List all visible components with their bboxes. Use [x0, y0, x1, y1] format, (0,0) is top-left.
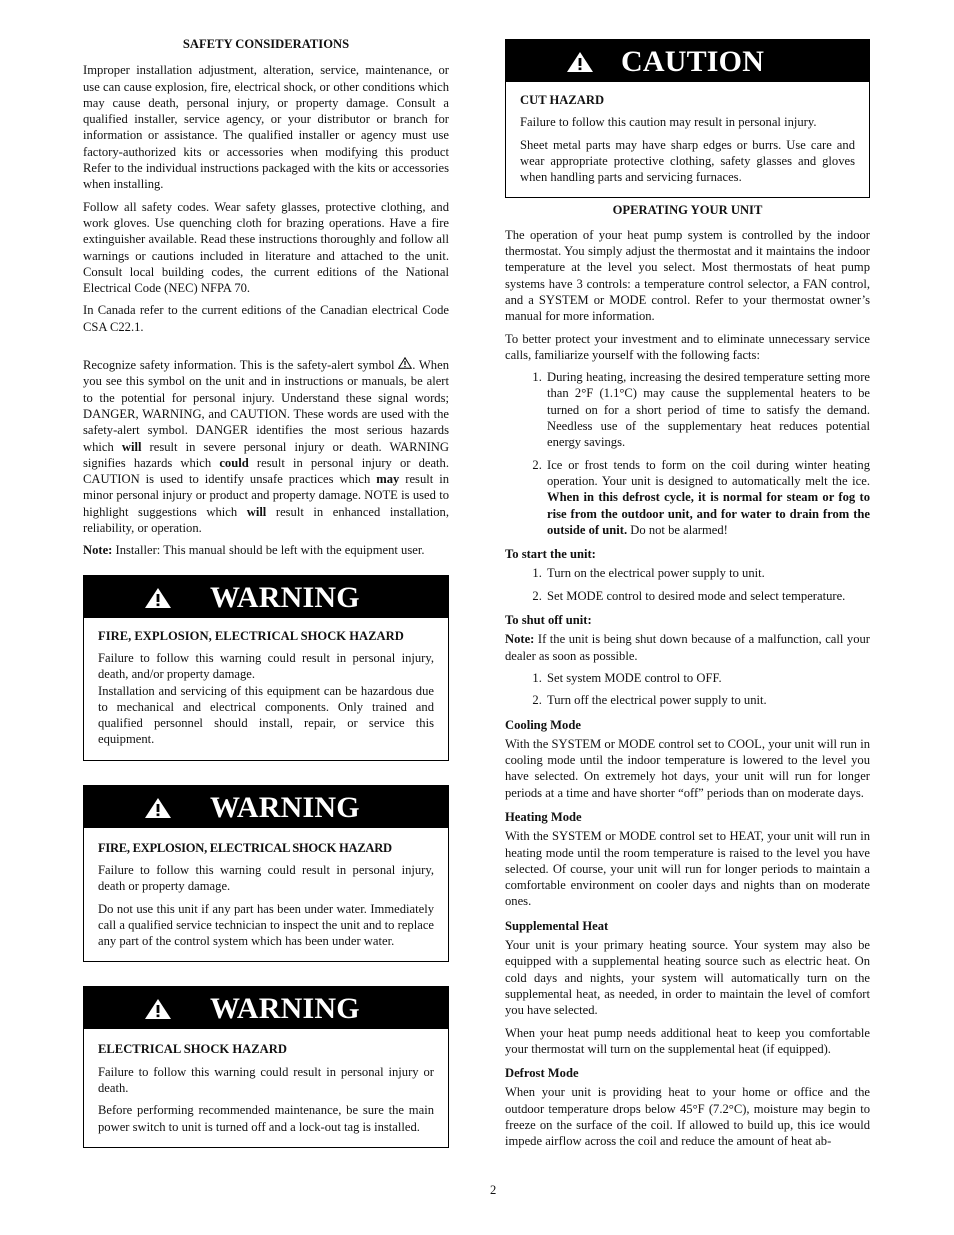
warning-title: WARNING: [210, 790, 360, 824]
cooling-mode-text: With the SYSTEM or MODE control set to COOL, your unit will run in cooling mode until the indoor temperature is lowered to the level you have selected. On extremely hot days, your unit will run for longer periods at a time and have shorter “off” periods than on moderate days.: [505, 736, 870, 800]
supplemental-heat-text-1: Your unit is your primary heating source. Your system may also be equipped with a supplemental heating source such as electric heat. On cold days and nights, your system will automatically turn on the supplemental heat, as needed, in order to maintain the level of comfort you have selected.: [505, 938, 870, 1018]
left-column: [83, 36, 449, 1172]
warning-triangle-icon: [144, 587, 172, 609]
warning-text-2: Do not use this unit if any part has been under water. Immediately call a qualified service technician to inspect the unit and to replace any part of the control system which has been under water.: [98, 901, 434, 949]
caution-triangle-icon: [566, 51, 594, 73]
page-number: 2: [490, 1183, 497, 1197]
heating-mode-title: Heating Mode: [505, 809, 582, 824]
warning-header: [84, 576, 448, 618]
installer-note: Note: Installer: This manual should be left with the equipment user.: [83, 543, 425, 558]
caution-text-1: Failure to follow this caution may result in personal injury.: [520, 115, 817, 130]
shutoff-unit-title: To shut off unit:: [505, 613, 592, 628]
warning-hazard: FIRE, EXPLOSION, ELECTRICAL SHOCK HAZARD: [98, 840, 392, 855]
warning-hazard: FIRE, EXPLOSION, ELECTRICAL SHOCK HAZARD: [98, 628, 404, 643]
cooling-mode-title: Cooling Mode: [505, 717, 581, 732]
safety-symbol-paragraph: Recognize safety information. This is the safety-alert symbol . When you see this symbol on the unit and in instructions or manuals, be alert to the potential for personal injury. Understand these signal words; DANGER, WARNING, and CAUTION. These words are used with the safety-alert symbol. DANGER identifies the most serious hazards which will result in severe personal injury or death. WARNING signifies hazards which could result in personal injury or death. CAUTION is used to identify unsafe practices which may result in minor personal injury or product and property damage. NOTE is used to highlight suggestions which will result in enhanced installation, reliability, or operation.: [83, 358, 449, 536]
warning-text-1: Failure to follow this warning could result in personal injury, death or property damage.: [98, 862, 434, 894]
caution-text-2: Sheet metal parts may have sharp edges or burrs. Use care and wear appropriate protective clothing, safety glasses and gloves when handling parts and servicing furnaces.: [520, 137, 855, 185]
supplemental-heat-text-2: When your heat pump needs additional heat to keep you comfortable your thermostat will turn on the supplemental heat (if equipped).: [505, 1025, 870, 1056]
list-item: 1. Set system MODE control to OFF.: [545, 670, 870, 686]
safety-paragraph-1: Improper installation adjustment, alteration, service, maintenance, or use can cause explosion, fire, electrical shock, or other conditions which may cause death, personal injury, or property damage. Consult a qualified installer, service agency, or your distributor or branch for information or assistance. The qualified installer or agency must use factory-authorized kits or accessories when modifying this product Refer to the individual instructions packaged with the kits or accessories when installing.: [83, 63, 449, 192]
supplemental-heat-title: Supplemental Heat: [505, 918, 609, 933]
defrost-mode-title: Defrost Mode: [505, 1066, 579, 1081]
warning-text-2: Before performing recommended maintenance, be sure the main power switch to unit is turned off and a lock-out tag is installed.: [98, 1103, 434, 1134]
safety-considerations-title: SAFETY CONSIDERATIONS: [182, 37, 350, 51]
operating-paragraph-2: To better protect your investment and to eliminate unnecessary service calls, familiarize yourself with the following facts:: [505, 331, 870, 362]
list-item: 2. Turn off the electrical power supply to unit.: [545, 692, 870, 708]
warning-header: [84, 987, 448, 1029]
warning-box-2: [83, 785, 449, 963]
list-item: 1. During heating, increasing the desired temperature setting more than 2°F (1.1°C) may cause the supplemental heaters to be turned on for a short period of time to satisfy the demand. Needless use of the supplementary heat reduces potential energy savings.: [545, 369, 870, 450]
warning-header: [84, 786, 448, 828]
warning-text-1: Failure to follow this warning could result in personal injury or death.: [98, 1064, 434, 1096]
warning-text-1: Failure to follow this warning could result in personal injury, death, and/or property damage.: [98, 650, 434, 682]
caution-title: CAUTION: [621, 45, 765, 78]
list-item: 1. Turn on the electrical power supply to unit.: [545, 565, 870, 581]
list-item: 2. Set MODE control to desired mode and select temperature.: [545, 588, 870, 604]
caution-header: [506, 40, 869, 82]
safety-paragraph-2: Follow all safety codes. Wear safety glasses, protective clothing, and work gloves. Use quenching cloth for brazing operations. Have a fire extinguisher available. Read these instructions thoroughly and follow all warnings or cautions included in literature and attached to the unit. Consult local building codes, the current editions of the National Electrical Code (NEC) NFPA 70.: [83, 199, 449, 296]
caution-hazard: CUT HAZARD: [520, 93, 605, 107]
operating-title: OPERATING YOUR UNIT: [612, 203, 763, 218]
heating-mode-text: With the SYSTEM or MODE control set to HEAT, your unit will run in heating mode until the room temperature is raised to the level you have selected. Of course, your unit will run for longer periods to maintain a comfortable environment on cooler days and nights than on moderate ones.: [505, 829, 870, 909]
warning-box-1: [83, 575, 449, 761]
caution-box: [505, 39, 870, 198]
warning-title: WARNING: [210, 992, 360, 1026]
warning-triangle-icon: [144, 998, 172, 1020]
operating-paragraph-1: The operation of your heat pump system is controlled by the indoor thermostat. You simply adjust the thermostat and it maintains the indoor temperature at the level you select. Most thermostats of heat pump systems have 3 controls: a temperature control selector, a FAN control, and a SYSTEM or MODE control. Refer to your thermostat owner’s manual for more information.: [505, 227, 870, 324]
shutoff-note: Note: If the unit is being shut down because of a malfunction, call your dealer as soon as possible.: [505, 632, 870, 663]
defrost-mode-text: When your unit is providing heat to your home or office and the outdoor temperature drops below 45°F (7.2°C), moisture may begin to freeze on the surface of the coil. If allowed to build up, this ice would impede airflow across the coil and reduce the amount of heat ab-: [505, 1085, 870, 1149]
safety-alert-symbol-icon: [398, 357, 412, 373]
start-unit-title: To start the unit:: [505, 547, 596, 562]
start-steps: [505, 565, 870, 604]
facts-list: [505, 369, 870, 538]
warning-hazard: ELECTRICAL SHOCK HAZARD: [98, 1042, 287, 1057]
right-column: [505, 39, 870, 1156]
warning-title: WARNING: [210, 580, 360, 614]
warning-triangle-icon: [144, 797, 172, 819]
warning-text-2: Installation and servicing of this equipment can be hazardous due to mechanical and electrical components. Only trained and qualified personnel should install, repair, or service this equipment.: [98, 683, 434, 747]
list-item: 2. Ice or frost tends to form on the coil during winter heating operation. Your unit is designed to automatically melt the ice. When in this defrost cycle, it is normal for steam or fog to rise from the outdoor unit, and for water to drain from the outside of unit. Do not be alarmed!: [545, 457, 870, 538]
shutoff-steps: [505, 670, 870, 709]
warning-box-3: [83, 986, 449, 1147]
safety-paragraph-3: In Canada refer to the current editions of the Canadian electrical Code CSA C22.1.: [83, 303, 449, 334]
